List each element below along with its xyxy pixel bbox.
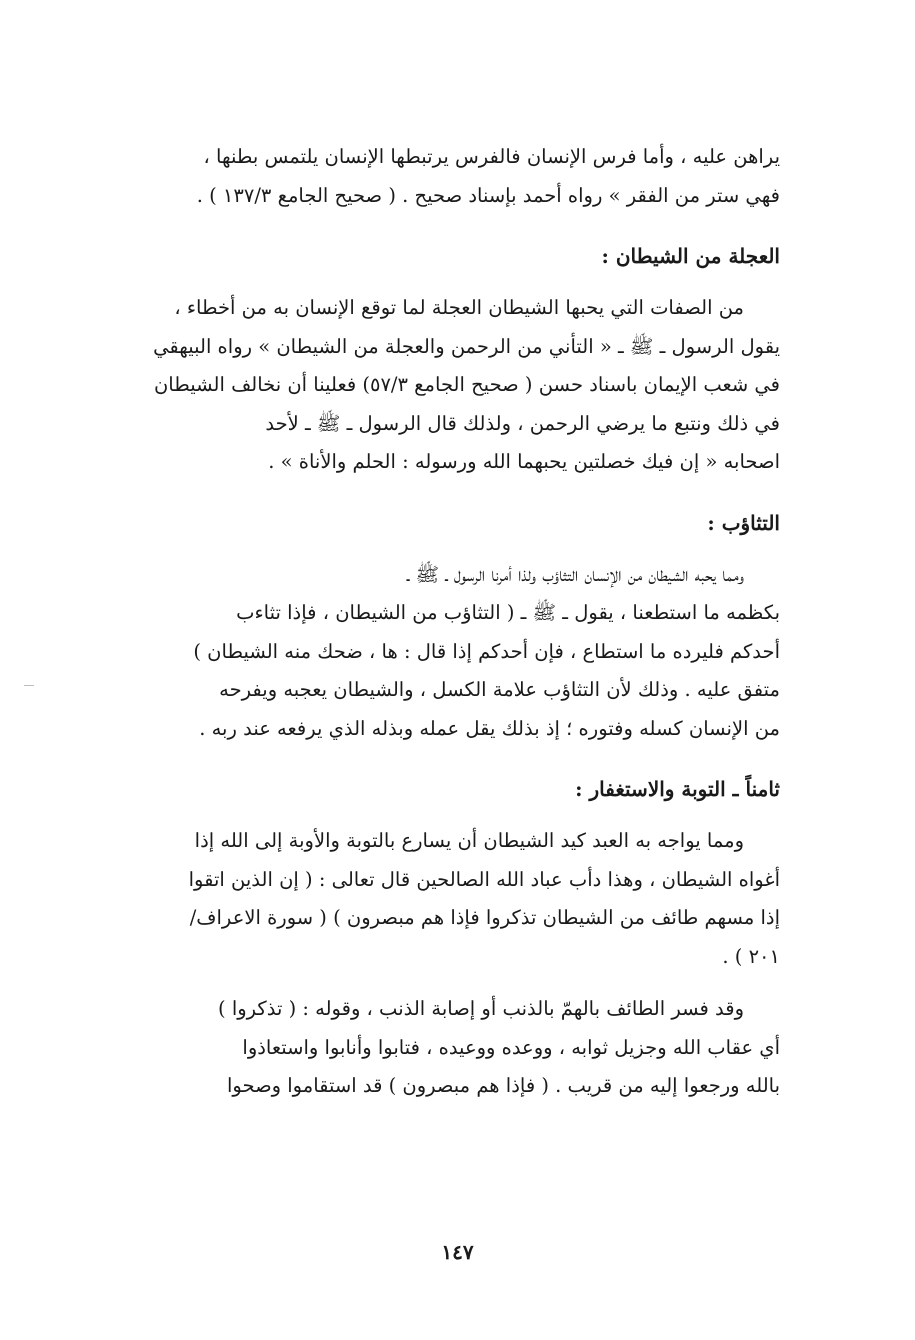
paragraph-repentance: [118, 822, 780, 976]
paragraph-tafsir: [118, 990, 780, 1106]
text-line: ومما يحبه الشيطان من الإنسان التثاؤب ولذا أمرنا الرسول ـ ﷺ ـ: [406, 562, 744, 586]
text-line: أحدكم فليرده ما استطاع ، فإن أحدكم إذا قال : ها ، ضحك منه الشيطان ): [193, 639, 780, 663]
text-line: بكظمه ما استطعنا ، يقول ـ ﷺ ـ ( التثاؤب من الشيطان ، فإذا تثاءب: [236, 601, 780, 624]
page-number: ١٤٧: [441, 1240, 474, 1264]
text-line: في شعب الإيمان باسناد حسن ( صحيح الجامع ٥٧/٣) فعلينا أن نخالف الشيطان: [153, 373, 780, 396]
text-line: يقول الرسول ـ ﷺ ـ « التأني من الرحمن والعجلة من الشيطان » رواه البيهقي: [153, 334, 780, 358]
text-line: إذا مسهم طائف من الشيطان تذكروا فإذا هم مبصرون ) ( سورة الاعراف/: [189, 906, 780, 929]
text-line: أي عقاب الله وجزيل ثوابه ، ووعده ووعيده ، فتابوا وأنابوا واستعاذوا: [242, 1035, 780, 1059]
paragraph-yawning: [118, 556, 780, 749]
text-line: متفق عليه . وذلك لأن التثاؤب علامة الكسل ، والشيطان يعجبه ويفرحه: [219, 678, 780, 701]
section-heading-haste: العجلة من الشيطان :: [601, 244, 780, 268]
text-line: بالله ورجعوا إليه من قريب . ( فإذا هم مبصرون ) قد استقاموا وصحوا: [227, 1074, 780, 1097]
text-line: وقد فسر الطائف بالهمّ بالذنب أو إصابة الذنب ، وقوله : ( تذكروا ): [218, 997, 744, 1020]
text-line: فهي ستر من الفقر » رواه أحمد بإسناد صحيح . ( صحيح الجامع ١٣٧/٣ ) .: [196, 183, 780, 207]
text-line: يراهن عليه ، وأما فرس الإنسان فالفرس يرتبطها الإنسان يلتمس بطنها ،: [203, 145, 780, 168]
page-body: [118, 138, 780, 1106]
paragraph-haste: [118, 289, 780, 482]
paragraph-intro: [118, 138, 780, 215]
section-heading-repentance: ثامناً ـ التوبة والاستغفار :: [575, 777, 780, 801]
text-line: أغواه الشيطان ، وهذا دأب عباد الله الصالحين قال تعالى : ( إن الذين اتقوا: [188, 867, 780, 891]
margin-mark: [24, 685, 34, 686]
section-heading-yawning: التثاؤب :: [707, 510, 780, 535]
text-line: ٢٠١ ) .: [722, 944, 780, 968]
text-line: ومما يواجه به العبد كيد الشيطان أن يسارع بالتوبة والأوبة إلى الله إذا: [194, 829, 744, 852]
text-line: من الصفات التي يحبها الشيطان العجلة لما توقع الإنسان به من أخطاء ،: [174, 296, 744, 319]
text-line: من الإنسان كسله وفتوره ؛ إذ بذلك يقل عمله وبذله الذي يرفعه عند ربه .: [199, 716, 780, 740]
text-line: اصحابه « إن فيك خصلتين يحبهما الله ورسوله : الحلم والأناة » .: [268, 450, 780, 473]
text-line: في ذلك ونتبع ما يرضي الرحمن ، ولذلك قال الرسول ـ ﷺ ـ لأحد: [265, 411, 780, 435]
